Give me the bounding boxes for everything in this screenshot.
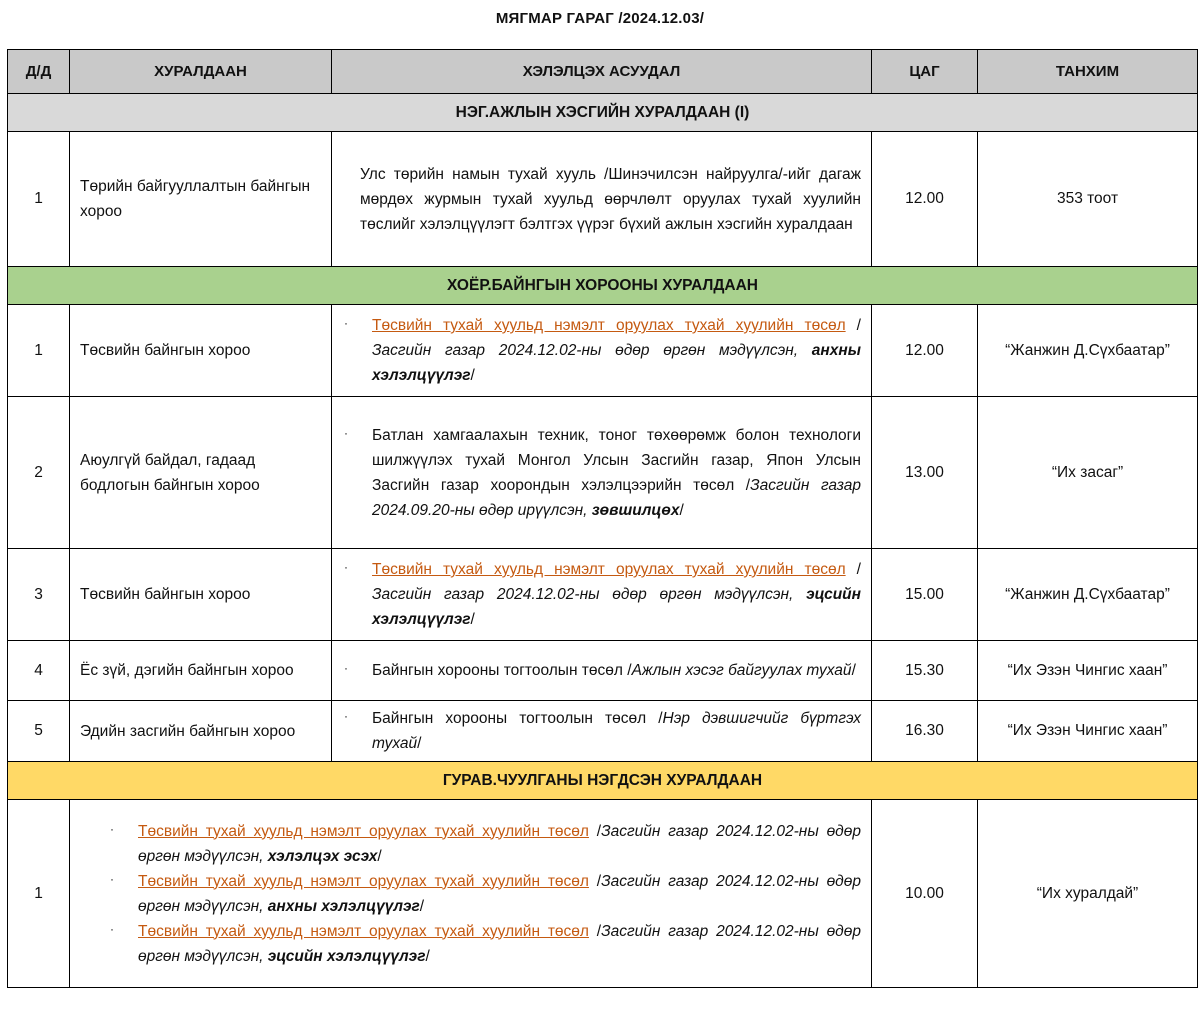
- issue-note: Засгийн газар 2024.12.02-ны өдөр өргөн мэдүүлсэн,: [138, 872, 861, 915]
- row-num: 2: [8, 397, 70, 549]
- bullet-icon: ·: [110, 921, 114, 936]
- table-row: [8, 397, 1198, 549]
- row-num: 1: [8, 305, 70, 397]
- meeting-time: 15.30: [872, 641, 978, 701]
- row-num: 4: [8, 641, 70, 701]
- separator-end: /: [851, 662, 856, 679]
- meeting-name: Аюулгүй байдал, гадаад бодлогын байнгын хороо: [70, 397, 332, 549]
- meeting-time: 12.00: [872, 305, 978, 397]
- schedule-table: [7, 49, 1198, 988]
- meeting-room: “Жанжин Д.Сүхбаатар”: [978, 549, 1198, 641]
- header-issue: ХЭЛЭЛЦЭХ АСУУДАЛ: [332, 50, 872, 94]
- issue-stage: анхны хэлэлцүүлэг: [267, 897, 420, 915]
- issue-cell: [332, 701, 872, 762]
- issue-cell: [332, 641, 872, 701]
- separator: /: [588, 822, 602, 840]
- meeting-room: “Жанжин Д.Сүхбаатар”: [978, 305, 1198, 397]
- row-num: 3: [8, 549, 70, 641]
- section-title: ГУРАВ.ЧУУЛГАНЫ НЭГДСЭН ХУРАЛДААН: [8, 762, 1198, 800]
- table-row: [8, 549, 1198, 641]
- issue-text: Улс төрийн намын тухай хууль /Шинэчилсэн найруулга/-ийг дагаж мөрдөх журмын тухай хуульд өөрчлөлт оруулах тухай хуулийн төслийг хэлэлцүүлэгт бэлтгэх үүрэг бүхий ажлын хэсгийн хуралдаан: [332, 132, 872, 267]
- issue-stage: эцсийн хэлэлцүүлэг: [267, 947, 426, 965]
- section-header-standing-committee: [8, 267, 1198, 305]
- issue-cell: [332, 549, 872, 641]
- separator-end: /: [419, 897, 425, 915]
- meeting-time: 10.00: [872, 800, 978, 988]
- bullet-icon: ·: [110, 871, 114, 886]
- bullet-icon: ·: [344, 425, 348, 440]
- issue-note: Засгийн газар 2024.09.20-ны өдөр ирүүлсэн,: [372, 476, 861, 519]
- separator-end: /: [377, 847, 382, 865]
- row-num: 1: [8, 800, 70, 988]
- bill-link[interactable]: Төсвийн тухай хуульд нэмэлт оруулах тухай хуулийн төсөл: [138, 822, 589, 840]
- table-row: [8, 701, 1198, 762]
- issue-note: Засгийн газар 2024.12.02-ны өдөр өргөн мэдүүлсэн,: [372, 586, 807, 603]
- issue-text: Байнгын хорооны тогтоолын төсөл /: [372, 662, 632, 679]
- row-num: 5: [8, 701, 70, 762]
- table-row: [8, 305, 1198, 397]
- issue-note: Засгийн газар 2024.12.02-ны өдөр өргөн мэдүүлсэн,: [138, 822, 861, 865]
- meeting-room: “Их Эзэн Чингис хаан”: [978, 701, 1198, 762]
- issue-stage: анхны хэлэлцүүлэг: [372, 342, 861, 384]
- issue-note: Засгийн газар 2024.12.02-ны өдөр өргөн мэдүүлсэн,: [372, 342, 812, 359]
- meeting-name: Төсвийн байнгын хороо: [70, 549, 332, 641]
- table-header-row: [8, 50, 1198, 94]
- meeting-time: 16.30: [872, 701, 978, 762]
- bill-link[interactable]: Төсвийн тухай хуульд нэмэлт оруулах тухай хуулийн төсөл: [372, 561, 846, 578]
- meeting-time: 15.00: [872, 549, 978, 641]
- issue-note: Нэр дэвшигчийг бүртгэх тухай: [372, 710, 861, 752]
- table-row: [8, 641, 1198, 701]
- meeting-room: “Их засаг”: [978, 397, 1198, 549]
- page-title: МЯГМАР ГАРАГ /2024.12.03/: [495, 10, 705, 27]
- issue-note: Ажлын хэсэг байгуулах тухай: [631, 662, 852, 679]
- separator-end: /: [417, 735, 422, 752]
- bill-link[interactable]: Төсвийн тухай хуульд нэмэлт оруулах тухай хуулийн төсөл: [138, 922, 589, 940]
- section-header-plenary-session: [8, 762, 1198, 800]
- bullet-icon: ·: [344, 316, 348, 330]
- meeting-name: Ёс зүй, дэгийн байнгын хороо: [70, 641, 332, 701]
- issue-cell: [70, 800, 872, 988]
- section-header-working-group: [8, 94, 1198, 132]
- separator: /: [588, 922, 602, 940]
- section-title: НЭГ.АЖЛЫН ХЭСГИЙН ХУРАЛДААН (I): [8, 94, 1198, 132]
- bullet-icon: ·: [344, 560, 348, 574]
- meeting-room: “Их хуралдай”: [978, 800, 1198, 988]
- separator: /: [588, 872, 602, 890]
- header-num: Д/Д: [8, 50, 70, 94]
- row-num: 1: [8, 132, 70, 267]
- issue-note: Засгийн газар 2024.12.02-ны өдөр өргөн мэдүүлсэн,: [138, 922, 861, 965]
- separator: /: [845, 561, 861, 578]
- table-row: [8, 132, 1198, 267]
- meeting-time: 13.00: [872, 397, 978, 549]
- meeting-name: Төсвийн байнгын хороо: [70, 305, 332, 397]
- issue-cell: [332, 397, 872, 549]
- issue-stage: зөвшилцөх: [591, 501, 680, 519]
- meeting-name: Эдийн засгийн байнгын хороо: [70, 701, 332, 762]
- meeting-time: 12.00: [872, 132, 978, 267]
- bill-link[interactable]: Төсвийн тухай хуульд нэмэлт оруулах тухай хуулийн төсөл: [372, 317, 846, 334]
- issue-stage: хэлэлцэх эсэх: [267, 847, 378, 865]
- issue-text: Байнгын хорооны тогтоолын төсөл /: [372, 710, 663, 727]
- meeting-room: “Их Эзэн Чингис хаан”: [978, 641, 1198, 701]
- issue-stage: эцсийн хэлэлцүүлэг: [372, 586, 861, 628]
- header-meeting: ХУРАЛДААН: [70, 50, 332, 94]
- issue-text: Батлан хамгаалахын техник, тоног төхөөрөмж болон технологи шилжүүлэх тухай Монгол Улсын Засгийн газар, Япон Улсын Засгийн газар хоорондын хэлэлцээрийн төсөл /: [372, 426, 861, 494]
- meeting-name: Төрийн байгууллалтын байнгын хороо: [70, 132, 332, 267]
- header-room: ТАНХИМ: [978, 50, 1198, 94]
- header-time: ЦАГ: [872, 50, 978, 94]
- separator: /: [845, 317, 861, 334]
- bullet-icon: ·: [344, 709, 348, 723]
- issue-cell: [332, 305, 872, 397]
- separator-end: /: [679, 501, 684, 519]
- bullet-icon: ·: [110, 821, 114, 836]
- section-title: ХОЁР.БАЙНГЫН ХОРООНЫ ХУРАЛДААН: [8, 267, 1198, 305]
- table-row: [8, 800, 1198, 988]
- separator-end: /: [425, 947, 430, 965]
- separator-end: /: [470, 367, 475, 384]
- bullet-icon: ·: [344, 661, 348, 675]
- separator-end: /: [470, 611, 475, 628]
- meeting-room: 353 тоот: [978, 132, 1198, 267]
- bill-link[interactable]: Төсвийн тухай хуульд нэмэлт оруулах тухай хуулийн төсөл: [138, 872, 589, 890]
